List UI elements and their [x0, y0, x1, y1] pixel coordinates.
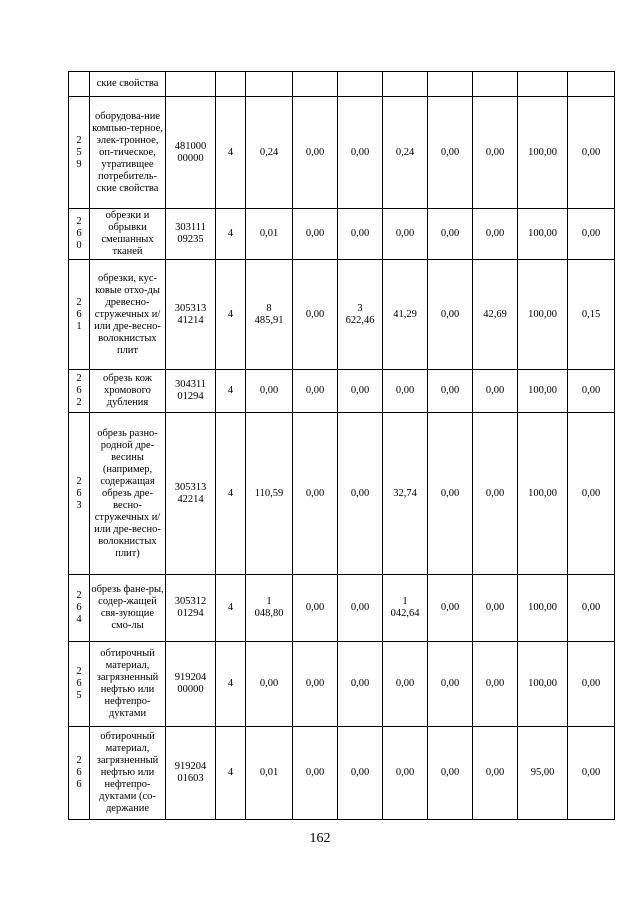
value-cell: 0,00 — [293, 727, 338, 820]
value-cell: 0,00 — [568, 370, 615, 413]
table-row — [69, 72, 615, 97]
value-cell: 0,00 — [338, 97, 383, 209]
hazard-class-cell: 4 — [216, 209, 246, 260]
value-cell: 0,00 — [473, 97, 518, 209]
value-cell: 0,00 — [338, 642, 383, 727]
waste-name-cell: обрезь кож хромового дубления — [90, 370, 166, 413]
row-number-cell: 2 5 9 — [69, 97, 90, 209]
waste-name-cell: обрезки, кус-ковые отхо-ды древесно-стружечных и/или дре-весно-волокнистых плит — [90, 260, 166, 370]
table-row — [69, 727, 615, 820]
value-cell: 100,00 — [518, 413, 568, 575]
row-number-cell: 2 6 1 — [69, 260, 90, 370]
value-cell: 0,00 — [246, 642, 293, 727]
value-cell: 0,00 — [428, 260, 473, 370]
table-row — [69, 260, 615, 370]
hazard-class-cell: 4 — [216, 727, 246, 820]
value-cell: 0,00 — [428, 209, 473, 260]
table-row — [69, 209, 615, 260]
fkko-code-cell — [166, 72, 216, 97]
value-cell: 1 048,80 — [246, 575, 293, 642]
value-cell: 0,00 — [383, 209, 428, 260]
waste-name-cell: обрезь разно-родной дре-весины (например, содержащая обрезь дре-весно-стружечных и/или дре-весно-волокнистых плит) — [90, 413, 166, 575]
value-cell: 0,00 — [293, 370, 338, 413]
hazard-class-cell: 4 — [216, 370, 246, 413]
value-cell: 100,00 — [518, 97, 568, 209]
value-cell: 32,74 — [383, 413, 428, 575]
value-cell: 0,00 — [293, 209, 338, 260]
value-cell — [383, 72, 428, 97]
hazard-class-cell: 4 — [216, 260, 246, 370]
value-cell: 0,00 — [383, 727, 428, 820]
fkko-code-cell: 305313 41214 — [166, 260, 216, 370]
value-cell: 0,00 — [428, 97, 473, 209]
fkko-code-cell: 919204 00000 — [166, 642, 216, 727]
value-cell: 0,24 — [246, 97, 293, 209]
value-cell: 0,00 — [473, 642, 518, 727]
hazard-class-cell — [216, 72, 246, 97]
value-cell: 0,00 — [246, 370, 293, 413]
value-cell: 41,29 — [383, 260, 428, 370]
value-cell: 0,00 — [428, 575, 473, 642]
waste-name-cell: обтирочный материал, загрязненный нефтью или нефтепро-дуктами (со-держание — [90, 727, 166, 820]
value-cell: 0,00 — [338, 413, 383, 575]
value-cell: 3 622,46 — [338, 260, 383, 370]
value-cell — [568, 72, 615, 97]
value-cell: 100,00 — [518, 209, 568, 260]
value-cell: 0,00 — [473, 727, 518, 820]
page-number: 162 — [309, 831, 331, 846]
waste-name-cell: обрезь фане-ры, содер-жащей свя-зующие смо-лы — [90, 575, 166, 642]
value-cell: 0,00 — [293, 413, 338, 575]
value-cell — [473, 72, 518, 97]
hazard-class-cell: 4 — [216, 97, 246, 209]
fkko-code-cell: 303111 09235 — [166, 209, 216, 260]
waste-name-cell: ские свойства — [90, 72, 166, 97]
value-cell: 1 042,64 — [383, 575, 428, 642]
table-row — [69, 575, 615, 642]
value-cell: 0,00 — [338, 575, 383, 642]
value-cell: 0,00 — [473, 413, 518, 575]
fkko-code-cell: 304311 01294 — [166, 370, 216, 413]
value-cell: 0,00 — [428, 370, 473, 413]
row-number-cell: 2 6 0 — [69, 209, 90, 260]
value-cell: 0,00 — [568, 413, 615, 575]
value-cell: 0,00 — [428, 642, 473, 727]
table-row — [69, 642, 615, 727]
value-cell: 0,15 — [568, 260, 615, 370]
value-cell: 100,00 — [518, 370, 568, 413]
value-cell: 0,00 — [568, 97, 615, 209]
row-number-cell: 2 6 2 — [69, 370, 90, 413]
value-cell: 0,00 — [473, 209, 518, 260]
value-cell: 8 485,91 — [246, 260, 293, 370]
fkko-code-cell: 305313 42214 — [166, 413, 216, 575]
value-cell: 0,00 — [568, 575, 615, 642]
value-cell: 0,00 — [293, 642, 338, 727]
value-cell — [293, 72, 338, 97]
fkko-code-cell: 305312 01294 — [166, 575, 216, 642]
waste-name-cell: обтирочный материал, загрязненный нефтью или нефтепро-дуктами — [90, 642, 166, 727]
waste-table — [68, 71, 615, 820]
value-cell — [338, 72, 383, 97]
value-cell: 0,00 — [338, 370, 383, 413]
row-number-cell: 2 6 3 — [69, 413, 90, 575]
value-cell: 100,00 — [518, 642, 568, 727]
value-cell: 0,00 — [568, 727, 615, 820]
value-cell: 0,00 — [568, 209, 615, 260]
table-row — [69, 370, 615, 413]
value-cell: 0,00 — [338, 209, 383, 260]
value-cell — [518, 72, 568, 97]
row-number-cell — [69, 72, 90, 97]
row-number-cell: 2 6 4 — [69, 575, 90, 642]
value-cell: 42,69 — [473, 260, 518, 370]
hazard-class-cell: 4 — [216, 413, 246, 575]
value-cell: 0,00 — [338, 727, 383, 820]
fkko-code-cell: 481000 00000 — [166, 97, 216, 209]
value-cell: 0,00 — [473, 370, 518, 413]
value-cell: 100,00 — [518, 575, 568, 642]
value-cell: 0,00 — [383, 370, 428, 413]
value-cell: 0,00 — [428, 413, 473, 575]
row-number-cell: 2 6 5 — [69, 642, 90, 727]
value-cell: 100,00 — [518, 260, 568, 370]
value-cell: 110,59 — [246, 413, 293, 575]
value-cell: 0,01 — [246, 209, 293, 260]
table-row — [69, 97, 615, 209]
waste-name-cell: обрезки и обрывки смешанных тканей — [90, 209, 166, 260]
fkko-code-cell: 919204 01603 — [166, 727, 216, 820]
value-cell — [246, 72, 293, 97]
value-cell: 95,00 — [518, 727, 568, 820]
value-cell: 0,00 — [293, 575, 338, 642]
value-cell: 0,00 — [293, 97, 338, 209]
hazard-class-cell: 4 — [216, 575, 246, 642]
waste-name-cell: оборудова-ние компью-терное, элек-тронное, оп-тическое, утративщее потребитель-ские свойства — [90, 97, 166, 209]
value-cell: 0,24 — [383, 97, 428, 209]
value-cell: 0,00 — [293, 260, 338, 370]
value-cell: 0,00 — [383, 642, 428, 727]
value-cell: 0,00 — [473, 575, 518, 642]
table-row — [69, 413, 615, 575]
row-number-cell: 2 6 6 — [69, 727, 90, 820]
table-body — [69, 72, 615, 820]
value-cell: 0,00 — [428, 727, 473, 820]
value-cell: 0,00 — [568, 642, 615, 727]
value-cell — [428, 72, 473, 97]
value-cell: 0,01 — [246, 727, 293, 820]
hazard-class-cell: 4 — [216, 642, 246, 727]
